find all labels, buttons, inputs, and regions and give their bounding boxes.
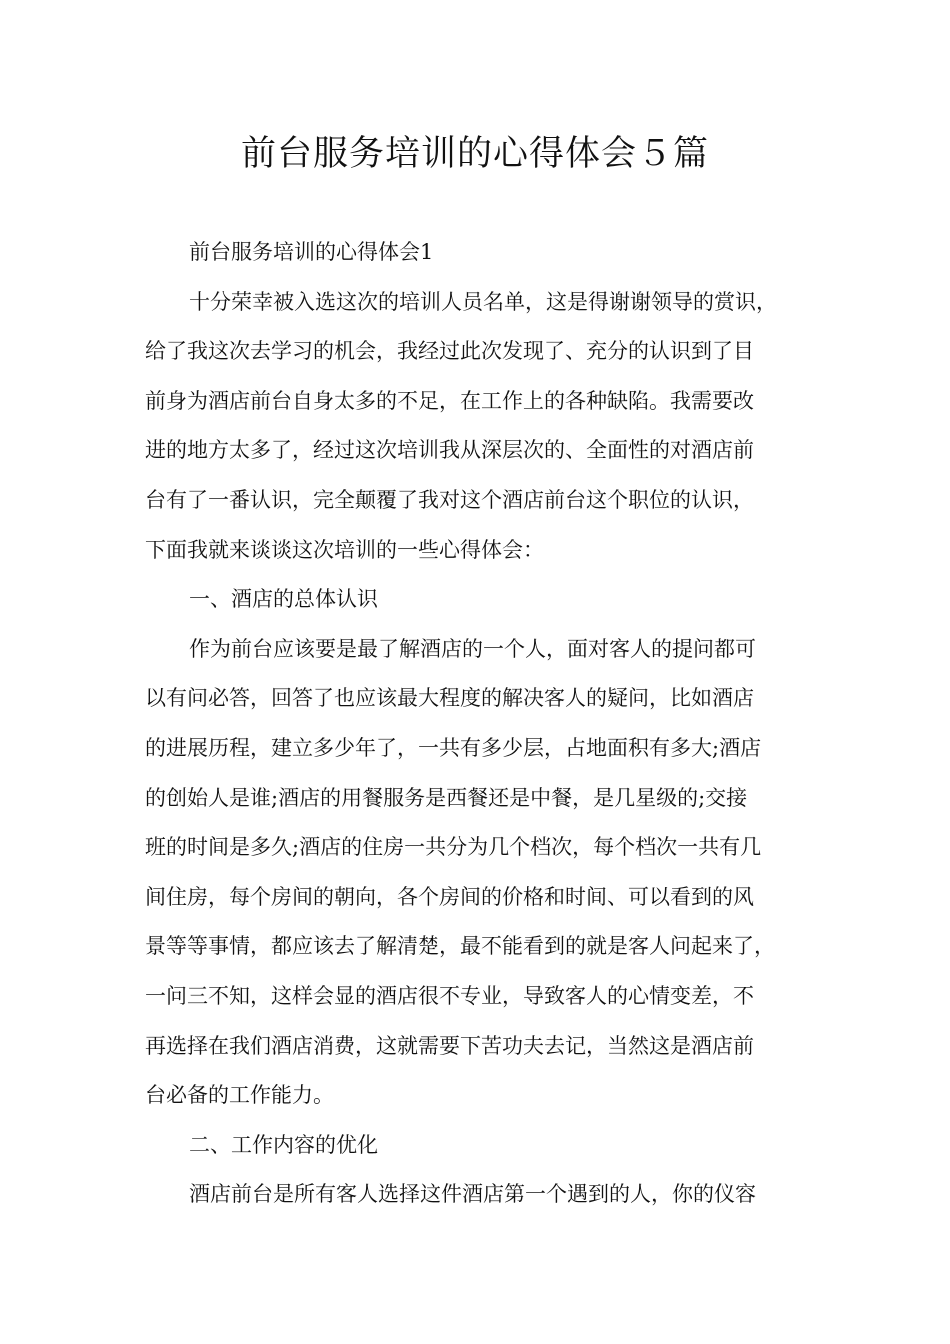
- text-line: 前台服务培训的心得体会1: [189, 240, 434, 264]
- text-line: 的创始人是谁;酒店的用餐服务是西餐还是中餐，是几星级的;交接: [145, 785, 748, 810]
- text-line: 班的时间是多久;酒店的住房一共分为几个档次，每个档次一共有几: [145, 835, 762, 860]
- text-line: 酒店前台是所有客人选择这件酒店第一个遇到的人，你的仪容: [189, 1182, 756, 1207]
- document-title: 前台服务培训的心得体会５篇: [240, 134, 709, 174]
- text-line: 以有问必答，回答了也应该最大程度的解决客人的疑问，比如酒店: [145, 686, 754, 711]
- text-line: 给了我这次去学习的机会，我经过此次发现了、充分的认识到了目: [145, 339, 754, 364]
- text-line: 再选择在我们酒店消费，这就需要下苦功夫去记，当然这是酒店前: [145, 1033, 754, 1058]
- text-line: 一、酒店的总体认识: [189, 587, 378, 612]
- text-line: 台有了一番认识，完全颠覆了我对这个酒店前台这个职位的认识，: [145, 487, 754, 512]
- text-line: 进的地方太多了，经过这次培训我从深层次的、全面性的对酒店前: [145, 438, 754, 463]
- document-body: [145, 228, 825, 1220]
- text-line: 前身为酒店前台自身太多的不足，在工作上的各种缺陷。我需要改: [145, 388, 754, 413]
- text-line: 作为前台应该要是最了解酒店的一个人，面对客人的提问都可: [189, 636, 756, 661]
- text-line: 景等等事情，都应该去了解清楚，最不能看到的就是客人问起来了，: [145, 934, 775, 959]
- text-line: 二、工作内容的优化: [189, 1132, 378, 1157]
- text-line: 的进展历程，建立多少年了，一共有多少层，占地面积有多大;酒店: [145, 735, 762, 760]
- text-line: 下面我就来谈谈这次培训的一些心得体会：: [145, 537, 544, 562]
- text-line: 十分荣幸被入选这次的培训人员名单，这是得谢谢领导的赏识，: [189, 289, 777, 314]
- text-line: 间住房，每个房间的朝向，各个房间的价格和时间、可以看到的风: [145, 884, 754, 909]
- text-line: 台必备的工作能力。: [145, 1083, 334, 1108]
- text-line: 一问三不知，这样会显的酒店很不专业，导致客人的心情变差，不: [145, 983, 754, 1008]
